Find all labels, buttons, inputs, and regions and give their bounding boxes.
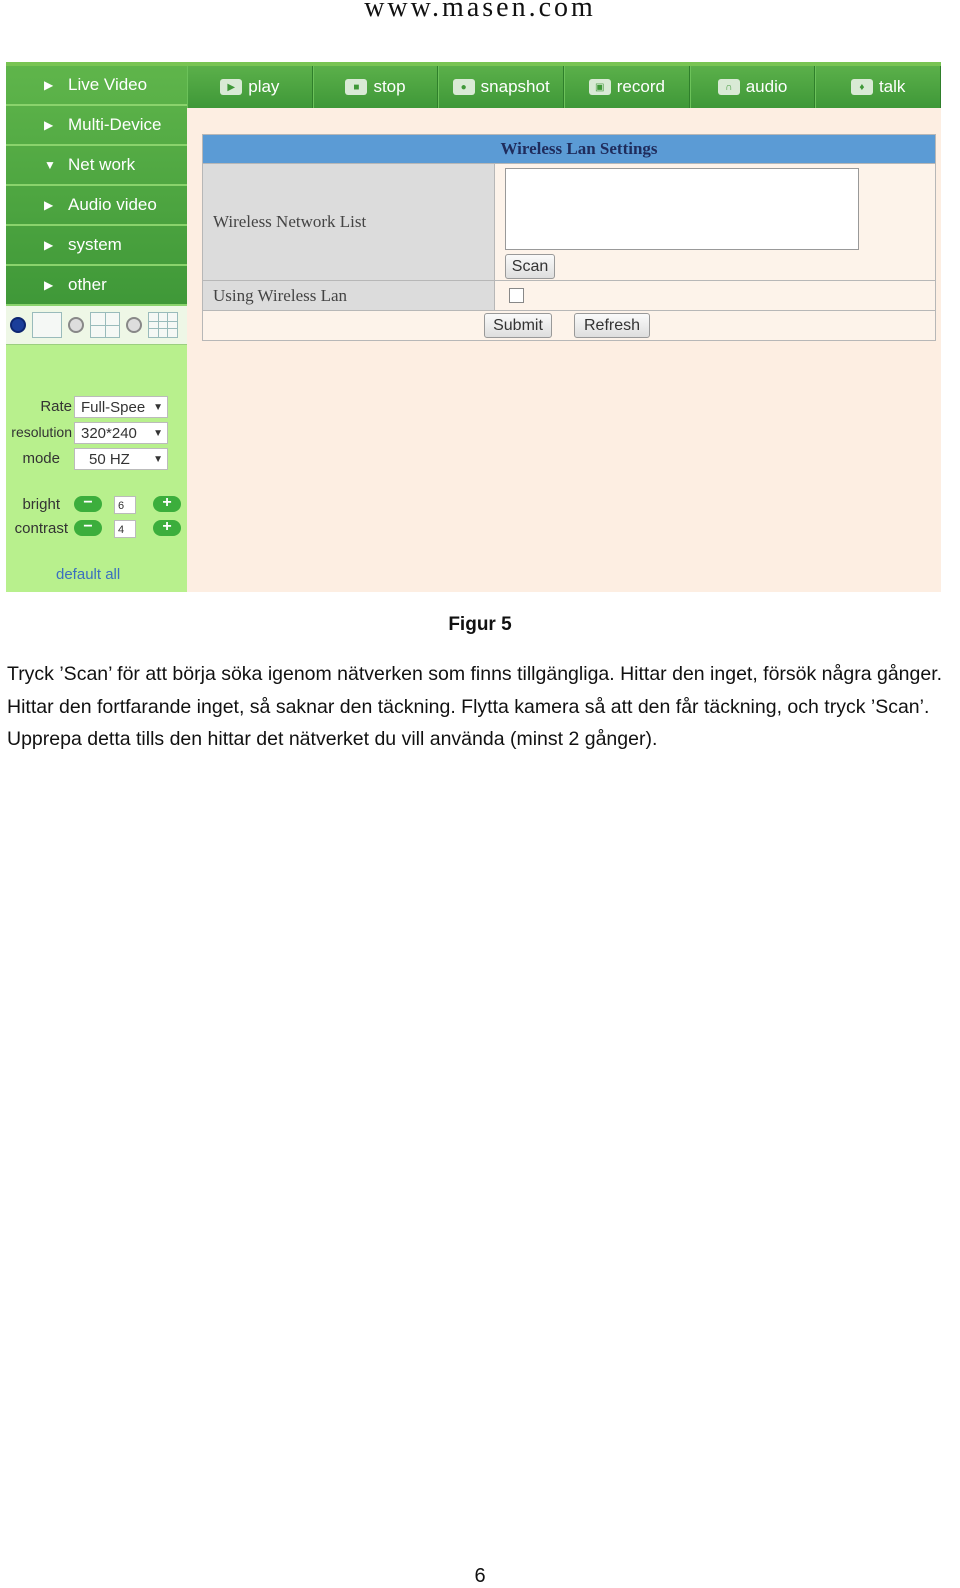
play-label: play [248, 77, 280, 96]
bright-value[interactable]: 6 [114, 496, 136, 514]
video-camera-icon: ▣ [589, 79, 611, 95]
mode-label: mode [22, 450, 60, 467]
bright-label: bright [22, 496, 60, 513]
rate-value: Full-Spee [81, 399, 146, 416]
talk-label: talk [878, 77, 906, 96]
sidebar-item-label: other [68, 275, 107, 294]
sidebar-item-audio-video[interactable] [6, 186, 187, 226]
rate-label: Rate [40, 398, 72, 415]
rate-select[interactable] [74, 396, 168, 418]
bright-minus-button[interactable]: − [74, 496, 102, 512]
network-list-row [203, 163, 935, 280]
play-icon: ▶ [220, 79, 242, 95]
camera-icon: ● [453, 79, 475, 95]
audio-button[interactable] [690, 66, 816, 108]
arrow-right-icon: ▶ [44, 238, 54, 252]
mode-value: 50 HZ [89, 451, 130, 468]
stop-icon: ■ [345, 79, 367, 95]
dropdown-arrow-icon: ▼ [153, 402, 163, 413]
page-header: www.masen.com [364, 0, 596, 23]
camera-web-ui-screenshot [6, 62, 941, 592]
resolution-select[interactable] [74, 422, 168, 444]
sidebar-item-label: system [68, 235, 122, 254]
figure-caption: Figur 5 [448, 614, 512, 635]
arrow-right-icon: ▶ [44, 118, 54, 132]
play-button[interactable] [187, 66, 313, 108]
arrow-right-icon: ▶ [44, 78, 54, 92]
sidebar-item-label: Live Video [68, 75, 148, 94]
wireless-lan-settings-form [202, 134, 936, 341]
contrast-value[interactable]: 4 [114, 520, 136, 538]
resolution-value: 320*240 [81, 425, 137, 442]
sidebar-item-network[interactable] [6, 146, 187, 186]
scan-button[interactable]: Scan [505, 254, 555, 279]
contrast-label: contrast [14, 520, 68, 537]
arrow-down-icon: ▼ [44, 158, 56, 172]
snapshot-label: snapshot [480, 77, 550, 96]
record-label: record [616, 77, 665, 96]
radio-nine-view[interactable] [126, 317, 142, 333]
page-number: 6 [474, 1565, 486, 1587]
instruction-paragraph: Tryck ’Scan’ för att börja söka igenom nätverken som finns tillgängliga. Hittar den inget, försök några gånger. Hittar den fortfarande inget, så saknar den täckning. Flytta kamera så att den får täckning, och tryck ’Scan’. Upprepa detta tills den hittar det nätverket du vill använda (minst 2 gånger). [7, 663, 943, 750]
view-layout-selector [6, 306, 187, 345]
snapshot-button[interactable] [438, 66, 564, 108]
sidebar-item-label: Audio video [68, 195, 157, 214]
form-title: Wireless Lan Settings [203, 135, 935, 163]
using-wireless-row [203, 280, 935, 310]
sidebar-menu [6, 66, 187, 306]
toolbar [187, 66, 941, 108]
contrast-minus-button[interactable]: − [74, 520, 102, 536]
sidebar-item-live-video[interactable] [6, 66, 187, 106]
stop-button[interactable] [313, 66, 439, 108]
dropdown-arrow-icon: ▼ [153, 428, 163, 439]
record-button[interactable] [564, 66, 690, 108]
headphones-icon: ∩ [718, 79, 740, 95]
radio-single-view[interactable] [10, 317, 26, 333]
talk-button[interactable] [815, 66, 941, 108]
sidebar-item-label: Multi-Device [68, 115, 162, 134]
sidebar-item-multi-device[interactable] [6, 106, 187, 146]
network-list-label: Wireless Network List [203, 164, 495, 280]
contrast-plus-button[interactable]: + [153, 520, 181, 536]
microphone-icon: ♦ [851, 79, 873, 95]
single-view-icon [32, 312, 62, 338]
submit-button[interactable]: Submit [484, 313, 552, 338]
network-list-cell [495, 164, 935, 280]
mode-select[interactable] [74, 448, 168, 470]
bright-plus-button[interactable]: + [153, 496, 181, 512]
stop-label: stop [373, 77, 406, 96]
refresh-button[interactable]: Refresh [574, 313, 650, 338]
form-actions-row [203, 310, 935, 340]
sidebar-item-system[interactable] [6, 226, 187, 266]
resolution-label: resolution [11, 424, 72, 440]
radio-quad-view[interactable] [68, 317, 84, 333]
using-wireless-cell [495, 281, 935, 310]
arrow-right-icon: ▶ [44, 278, 54, 292]
quad-view-icon [90, 312, 120, 338]
dropdown-arrow-icon: ▼ [153, 454, 163, 465]
sidebar [6, 66, 187, 592]
audio-label: audio [745, 77, 788, 96]
arrow-right-icon: ▶ [44, 198, 54, 212]
sidebar-item-label: Net work [68, 155, 136, 174]
using-wireless-checkbox[interactable] [509, 288, 524, 303]
default-all-link[interactable]: default all [56, 566, 121, 583]
using-wireless-label: Using Wireless Lan [203, 281, 495, 310]
network-listbox[interactable] [505, 168, 859, 250]
sidebar-item-other[interactable] [6, 266, 187, 306]
nine-view-icon [148, 312, 178, 338]
